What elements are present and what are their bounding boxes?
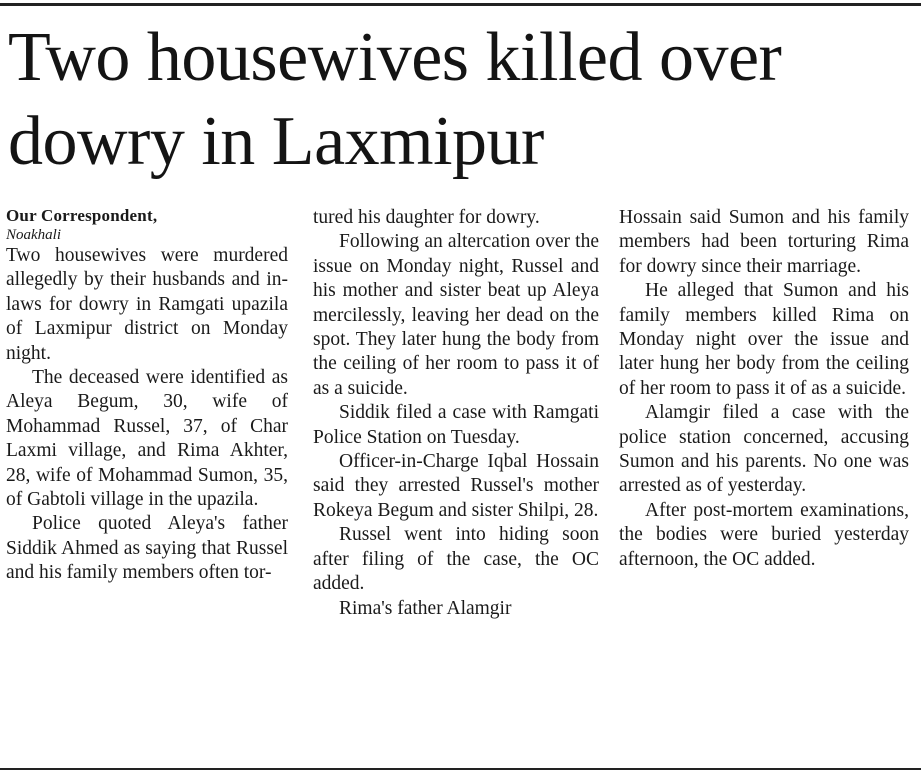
paragraph: Russel went into hiding soon after filing of the case, the OC added. (313, 524, 599, 595)
headline: Two housewives killed over dowry in Laxmipur (8, 19, 782, 180)
byline-author: Our Correspondent, (6, 206, 158, 225)
paragraph: tured his daughter for dowry. (313, 207, 540, 228)
paragraph: Hossain said Sumon and his family members had been torturing Rima for dowry since their marriage. (619, 207, 909, 277)
column-3 (619, 206, 909, 754)
bottom-rule (0, 768, 921, 770)
paragraph: Police quoted Aleya's father Siddik Ahmed as saying that Russel and his family members often tor- (6, 513, 288, 584)
article-body (6, 206, 912, 754)
paragraph: After post-mortem examinations, the bodies were buried yesterday afternoon, the OC added. (619, 499, 909, 570)
paragraph: Siddik filed a case with Ramgati Police Station on Tuesday. (313, 402, 599, 448)
paragraph: Following an altercation over the issue on Monday night, Russel and his mother and sister beat up Aleya mercilessly, leaving her dead on the spot. They later hung the body from the ceiling of her room to pass it of as a suicide. (313, 231, 599, 399)
column-2 (313, 206, 599, 754)
paragraph: Alamgir filed a case with the police station concerned, accusing Sumon and his parents. No one was arrested as of yesterday. (619, 402, 909, 497)
paragraph: Rima's father Alamgir (339, 597, 512, 619)
column-1 (6, 206, 288, 754)
paragraph: The deceased were identified as Aleya Begum, 30, wife of Mohammad Russel, 37, of Char Laxmi village, and Rima Akhter, 28, wife of Mohammad Sumon, 35, of Gabtoli village in the upazila. (6, 367, 288, 511)
paragraph: Two housewives were murdered allegedly by their husbands and in-laws for dowry in Ramgati upazila of Laxmipur district on Monday night. (6, 245, 288, 364)
paragraph: He alleged that Sumon and his family members killed Rima on Monday night over the issue and later hung her body from the ceiling of her room to pass it of as a suicide. (619, 280, 909, 399)
paragraph: Officer-in-Charge Iqbal Hossain said they arrested Russel's mother Rokeya Begum and sister Shilpi, 28. (313, 451, 599, 521)
byline-location: Noakhali (6, 227, 61, 243)
top-rule (0, 3, 921, 6)
